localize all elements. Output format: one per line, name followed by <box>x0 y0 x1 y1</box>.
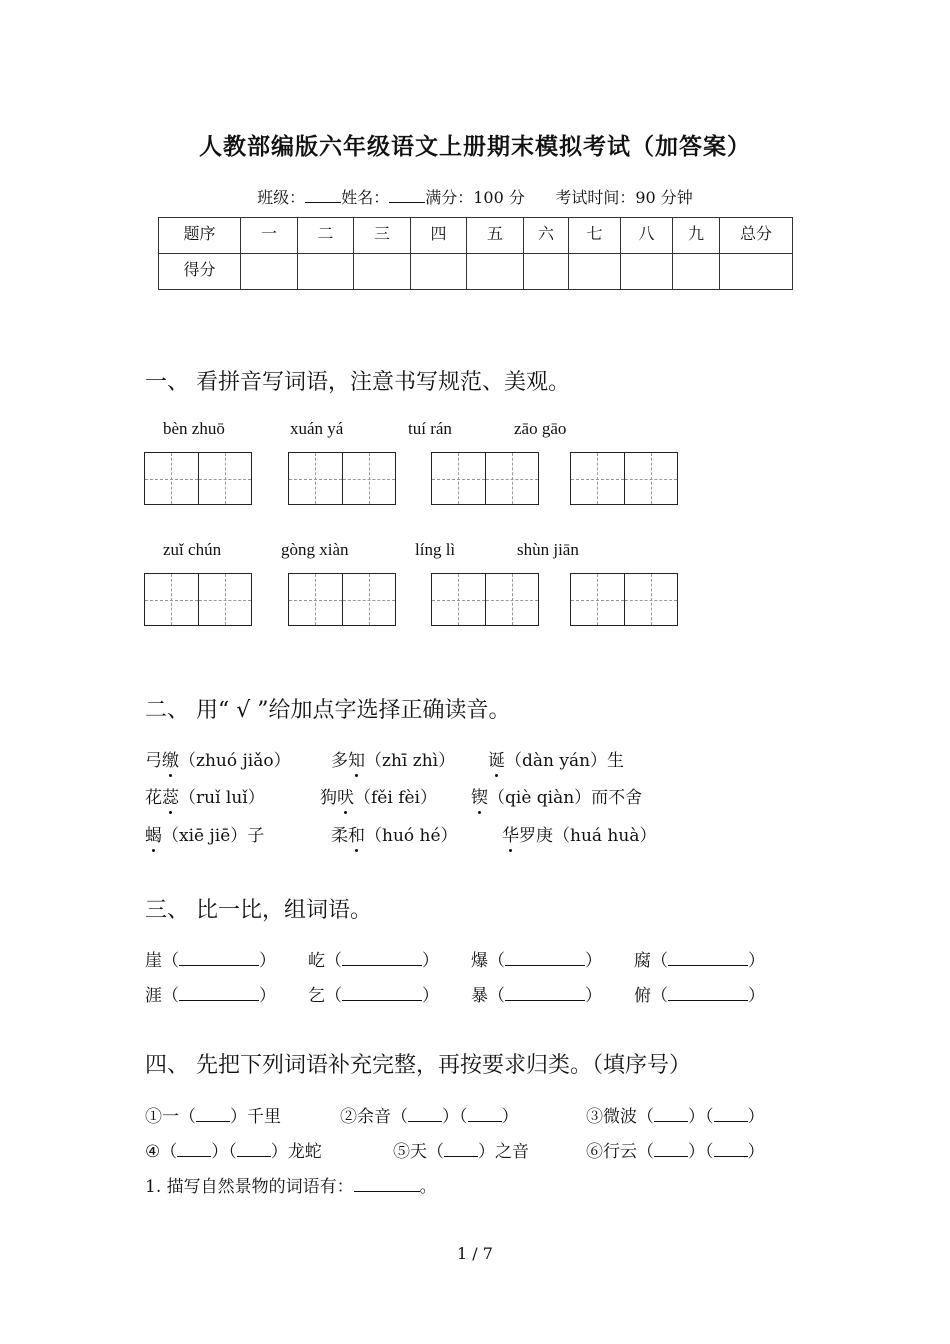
idiom-item[interactable]: ④（ ）（ ）龙蛇 <box>145 1142 322 1162</box>
section4-heading: 四、 先把下列词语补充完整，再按要求归类。（填序号） <box>145 1053 691 1078</box>
score-cell[interactable] <box>354 254 411 290</box>
header-cell: 四 <box>411 218 467 254</box>
score-table <box>158 217 793 290</box>
name-label: 姓名： <box>341 188 390 207</box>
score-table-header-row <box>159 218 793 254</box>
section3-heading: 三、 比一比，组词语。 <box>145 898 372 923</box>
compare-item[interactable]: 腐（ ） <box>634 951 765 971</box>
idiom-item[interactable]: ⑤天（ ）之音 <box>393 1142 529 1162</box>
score-cell[interactable] <box>569 254 621 290</box>
section2-heading: 二、 用“ √ ”给加点字选择正确读音。 <box>145 698 511 723</box>
pinyin-label: xuán yá <box>290 419 344 438</box>
pinyin-label: zāo gāo <box>514 419 567 438</box>
score-cell[interactable] <box>524 254 569 290</box>
idiom-item[interactable]: ③微波（ ）（ ） <box>586 1107 765 1127</box>
compare-item[interactable]: 崖（ ） <box>145 951 276 971</box>
class-blank[interactable] <box>305 188 341 203</box>
compare-item[interactable]: 暴（ ） <box>471 986 602 1006</box>
exam-info <box>0 185 950 208</box>
full-score: 满分：100 分 <box>425 188 525 207</box>
writing-grid[interactable] <box>144 573 252 626</box>
header-cell: 一 <box>241 218 298 254</box>
pinyin-label: shùn jiān <box>517 540 579 559</box>
writing-grid[interactable] <box>288 573 396 626</box>
header-cell: 八 <box>621 218 673 254</box>
score-cell[interactable] <box>298 254 354 290</box>
header-cell: 二 <box>298 218 354 254</box>
page-number: 1 / 7 <box>457 1244 493 1263</box>
header-cell: 五 <box>467 218 524 254</box>
score-cell[interactable] <box>241 254 298 290</box>
pronunciation-item[interactable]: 花蕊（ruǐ luǐ） <box>145 783 265 808</box>
header-cell: 总分 <box>720 218 793 254</box>
pronunciation-item[interactable]: 锲（qiè qiàn）而不舍 <box>471 783 642 808</box>
question-1[interactable]: 1. 描写自然景物的词语有： 。 <box>145 1177 437 1197</box>
pinyin-label: líng lì <box>415 540 456 559</box>
idiom-item[interactable]: ②余音（ ）（ ） <box>340 1107 519 1127</box>
pinyin-label: zuǐ chún <box>163 540 222 559</box>
pinyin-label: bèn zhuō <box>163 419 225 438</box>
writing-grid[interactable] <box>570 452 678 505</box>
header-cell: 九 <box>673 218 720 254</box>
pronunciation-item[interactable]: 多知（zhī zhì） <box>331 746 455 771</box>
pinyin-label: tuí rán <box>408 419 452 438</box>
name-blank[interactable] <box>389 188 425 203</box>
page-title: 人教部编版六年级语文上册期末模拟考试（加答案） <box>199 133 751 160</box>
writing-grid[interactable] <box>431 452 539 505</box>
writing-grid[interactable] <box>288 452 396 505</box>
compare-item[interactable]: 乞（ ） <box>308 986 439 1006</box>
compare-item[interactable]: 俯（ ） <box>634 986 765 1006</box>
writing-grid[interactable] <box>144 452 252 505</box>
score-cell[interactable] <box>673 254 720 290</box>
header-cell: 七 <box>569 218 621 254</box>
score-table-row <box>159 254 793 290</box>
pronunciation-item[interactable]: 狗吠（fěi fèi） <box>320 783 437 808</box>
idiom-item[interactable]: ⑥行云（ ）（ ） <box>586 1142 765 1162</box>
pronunciation-item[interactable]: 诞（dàn yán）生 <box>488 746 624 771</box>
score-cell[interactable] <box>467 254 524 290</box>
header-cell: 题序 <box>159 218 241 254</box>
score-cell[interactable] <box>411 254 467 290</box>
score-cell[interactable] <box>621 254 673 290</box>
compare-item[interactable]: 屹（ ） <box>308 951 439 971</box>
compare-item[interactable]: 涯（ ） <box>145 986 276 1006</box>
pronunciation-item[interactable]: 蝎（xiē jiē）子 <box>145 821 264 846</box>
pronunciation-item[interactable]: 华罗庚（huá huà） <box>502 821 656 846</box>
exam-time: 考试时间：90 分钟 <box>555 188 693 207</box>
pronunciation-item[interactable]: 弓缴（zhuó jiǎo） <box>145 746 291 771</box>
header-cell: 六 <box>524 218 569 254</box>
section1-heading: 一、 看拼音写词语，注意书写规范、美观。 <box>145 370 570 395</box>
compare-item[interactable]: 爆（ ） <box>471 951 602 971</box>
writing-grid[interactable] <box>570 573 678 626</box>
row-label: 得分 <box>159 254 241 290</box>
writing-grid[interactable] <box>431 573 539 626</box>
header-cell: 三 <box>354 218 411 254</box>
pronunciation-item[interactable]: 柔和（huó hé） <box>331 821 458 846</box>
idiom-item[interactable]: ①一（ ）千里 <box>145 1107 281 1127</box>
score-cell[interactable] <box>720 254 793 290</box>
class-label: 班级： <box>257 188 306 207</box>
pinyin-label: gòng xiàn <box>281 540 349 559</box>
